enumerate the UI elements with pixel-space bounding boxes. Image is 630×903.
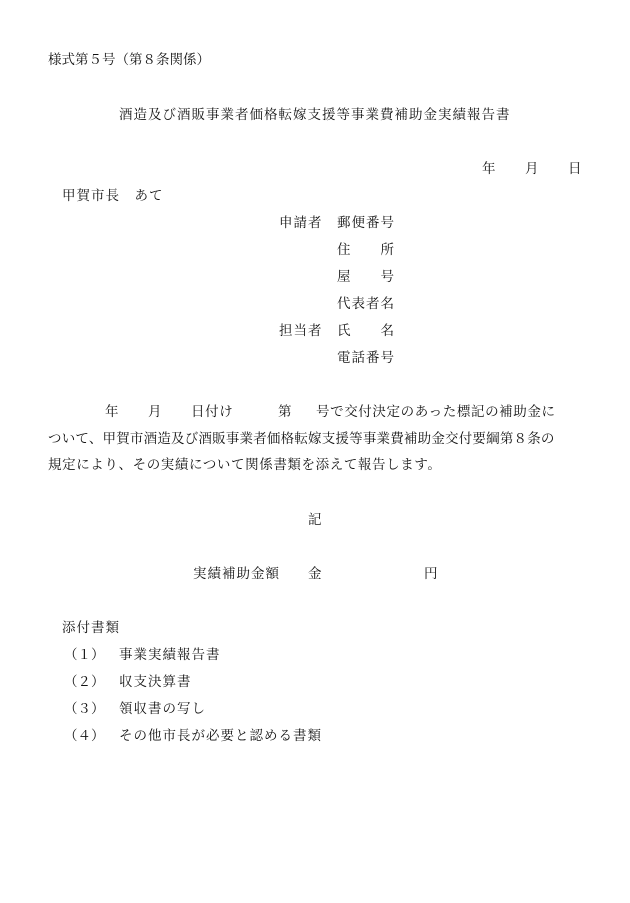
amount-unit: 円 [424, 566, 438, 582]
contact-label: 担当者 [279, 323, 323, 339]
list-item-number: （３） [64, 701, 105, 717]
list-item-number: （１） [64, 647, 105, 663]
list-item-number: （４） [64, 728, 105, 744]
list-item-text: 領収書の写し [119, 701, 206, 717]
name-label: 氏 名 [337, 323, 395, 339]
date-month: 月 [525, 161, 539, 177]
body-line-2: ついて、甲賀市酒造及び酒販事業者価格転嫁支援等事業費補助金交付要綱第８条の [48, 430, 555, 447]
amount-prefix: 金 [308, 566, 322, 582]
body-year: 年 [105, 404, 120, 420]
body-day-dated: 日付け [191, 404, 234, 420]
addressee: 甲賀市長 あて [62, 188, 164, 204]
form-number: 様式第５号（第８条関係） [48, 52, 210, 68]
address-label: 住 所 [337, 242, 395, 258]
date-day: 日 [568, 161, 582, 177]
body-line-1-rest: 号で交付決定のあった標記の補助金に [316, 404, 556, 420]
list-item-text: その他市長が必要と認める書類 [119, 728, 322, 744]
amount-label: 実績補助金額 [193, 566, 280, 582]
representative-label: 代表者名 [337, 296, 395, 312]
attachments-heading: 添付書類 [62, 620, 120, 636]
applicant-label: 申請者 [279, 215, 323, 231]
trade-name-label: 屋 号 [337, 269, 395, 285]
postal-code-label: 郵便番号 [337, 215, 395, 231]
body-paragraph [48, 399, 588, 479]
date-year: 年 [482, 161, 496, 177]
ki-heading: 記 [308, 512, 322, 528]
phone-label: 電話番号 [337, 350, 395, 366]
body-month: 月 [148, 404, 163, 420]
list-item-text: 収支決算書 [119, 674, 192, 690]
body-line-1 [48, 399, 588, 426]
list-item-number: （２） [64, 674, 105, 690]
document-title: 酒造及び酒販事業者価格転嫁支援等事業費補助金実績報告書 [119, 107, 511, 123]
body-number-prefix: 第 [278, 404, 293, 420]
list-item-text: 事業実績報告書 [119, 647, 221, 663]
body-line-3: 規定により、その実績について関係書類を添えて報告します。 [48, 457, 442, 473]
